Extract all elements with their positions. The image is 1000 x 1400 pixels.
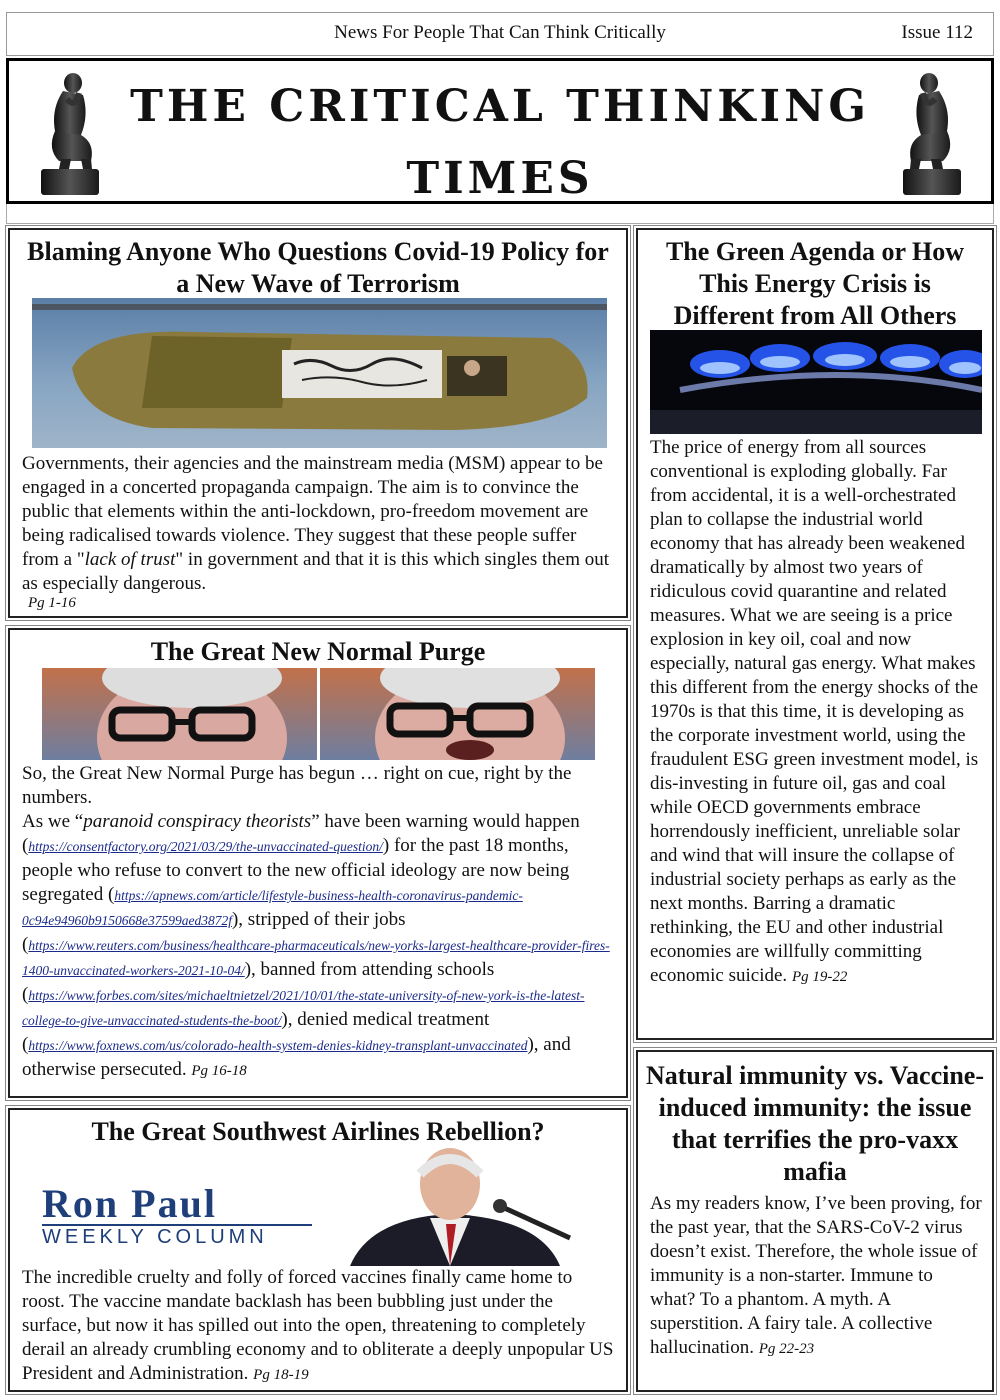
article-body: Governments, their agencies and the mainstream media (MSM) appear to be engaged in a concerted propaganda campaign. The aim is to convince the public that elements within the anti-lockdown, pro-freedom movement are being radicalised towards violence. They suggest that these people suffer from a "lack of trust" in government and that it is this which singles them out as especially dangerous. <box>22 453 610 594</box>
source-link[interactable]: https://www.reuters.com/business/healthcare-pharmaceuticals/new-yorks-largest-healthcare-provider-fires-1400-unvaccinated-workers-2021-10-04/ <box>22 938 610 978</box>
page-reference: Pg 22-23 <box>758 1341 815 1357</box>
article-southwest <box>8 1108 628 1392</box>
article-body: As my readers know, I’ve been proving, for the past year, that the SARS-CoV-2 virus doesn’t exist. Therefore, the whole issue of immunity is a non-starter. Immune to what? To a phantom. A myth. A superstition. A fairy tale. A collective hallucination. Pg 22-23 <box>650 1193 982 1358</box>
thinker-statue-left <box>33 69 105 197</box>
source-link[interactable]: https://apnews.com/article/lifestyle-business-health-coronavirus-pandemic-0c94e94960b9150668e37599aed3872f <box>22 888 523 928</box>
logo-subtitle: WEEKLY COLUMN <box>42 1226 268 1248</box>
page-reference: Pg 1-16 <box>28 595 76 611</box>
title-line-2: TIMES <box>406 153 594 204</box>
man-glasses-photo-left <box>42 668 317 760</box>
article-terrorism <box>8 228 628 618</box>
tagline: News For People That Can Think Critically <box>334 22 666 43</box>
thinker-statue-right <box>897 69 969 197</box>
source-link[interactable]: https://consentfactory.org/2021/03/29/the-unvaccinated-question/ <box>28 839 383 854</box>
article-headline: The Great Southwest Airlines Rebellion? <box>91 1117 545 1146</box>
page-reference: Pg 18-19 <box>253 1367 309 1383</box>
title-line-1: THE CRITICAL THINKING <box>130 81 870 132</box>
article-body: The price of energy from all sources conventional is exploding globally. Far from accidental, it is a well-orchestrated plan to collapse the industrial world economy that has already been weakened dramatically by almost two years of ridiculous covid quarantine and related measures. What we are seeing is a price explosion in key oil, coal and now especially, natural gas energy. What makes this different from the energy shocks of the 1970s is that this time, it is developing as the corporate investment world, using the fraudulent ESG green investment model, is dis-investing in future oil, gas and coal while OECD governments embrace horrendously inefficient, unreliable solar and wind that will insure the collapse of industrial society perhaps as early as the next months. Barring a dramatic rethinking, the EU and other industrial economies are willfully committing economic suicide. Pg 19-22 <box>650 437 979 986</box>
ron-paul-photo <box>310 1148 600 1266</box>
article-purge <box>8 628 628 1098</box>
ron-paul-logo <box>42 1181 312 1249</box>
man-glasses-photo-right <box>320 668 595 760</box>
article-headline: The Great New Normal Purge <box>150 637 486 666</box>
article-headline: Natural immunity vs. Vaccine-induced immunity: the issue that terrifies the pro-vaxx mafia <box>646 1061 984 1186</box>
newspaper-title <box>119 71 881 215</box>
article-body: So, the Great New Normal Purge has begun … right on cue, right by the numbers. As we “paranoid conspiracy theorists” have been warning would happen (https://consentfactory.org/2021/03/29/the-unvaccinated-question/) for the past 18 months, people who refuse to convert to the new official ideology are now being segregated (https://apnews.com/article/lifestyle-business-health-coronavirus-pandemic-0c94e94960b9150668e37599aed3872f), stripped of their jobs (https://www.reuters.com/business/healthcare-pharmaceuticals/new-yorks-largest-healthcare-provider-fires-1400-unvaccinated-workers-2021-10-04/), banned from attending schools (https://www.forbes.com/sites/michaeltnietzel/2021/10/01/the-state-university-of-new-york-is-the-latest-college-to-give-unvaccinated-students-the-boot/), denied medical treatment (https://www.foxnews.com/us/colorado-health-system-denies-kidney-transplant-unvaccinated), and otherwise persecuted. Pg 16-18 <box>22 763 610 1080</box>
issue-number: Issue 112 <box>901 22 973 43</box>
page-reference: Pg 16-18 <box>191 1063 247 1079</box>
article-immunity <box>636 1050 994 1392</box>
page-reference: Pg 19-22 <box>791 969 848 985</box>
source-link[interactable]: https://www.foxnews.com/us/colorado-health-system-denies-kidney-transplant-unvaccinated <box>28 1038 528 1053</box>
gas-flame-photo <box>650 330 982 434</box>
article-headline: The Green Agenda or How This Energy Crisis is Different from All Others <box>665 237 965 330</box>
article-headline: Blaming Anyone Who Questions Covid-19 Policy for a New Wave of Terrorism <box>27 237 609 298</box>
masthead <box>6 58 994 204</box>
helicopter-photo <box>32 298 607 448</box>
top-bar <box>6 12 994 56</box>
article-green-agenda <box>636 228 994 1040</box>
article-body: The incredible cruelty and folly of forced vaccines finally came home to roost. The vaccine mandate backlash has been bubbling just under the surface, but now it has spilled out into the open, threatening to completely derail an already crumbling economy and to obliterate a deeply unpopular US President and Administration. Pg 18-19 <box>22 1267 614 1384</box>
source-link[interactable]: https://www.forbes.com/sites/michaeltnietzel/2021/10/01/the-state-university-of-new-york-is-the-latest-college-to-give-unvaccinated-students-the-boot/ <box>22 988 585 1028</box>
logo-name: Ron Paul <box>42 1184 312 1226</box>
masthead-divider <box>6 204 994 224</box>
